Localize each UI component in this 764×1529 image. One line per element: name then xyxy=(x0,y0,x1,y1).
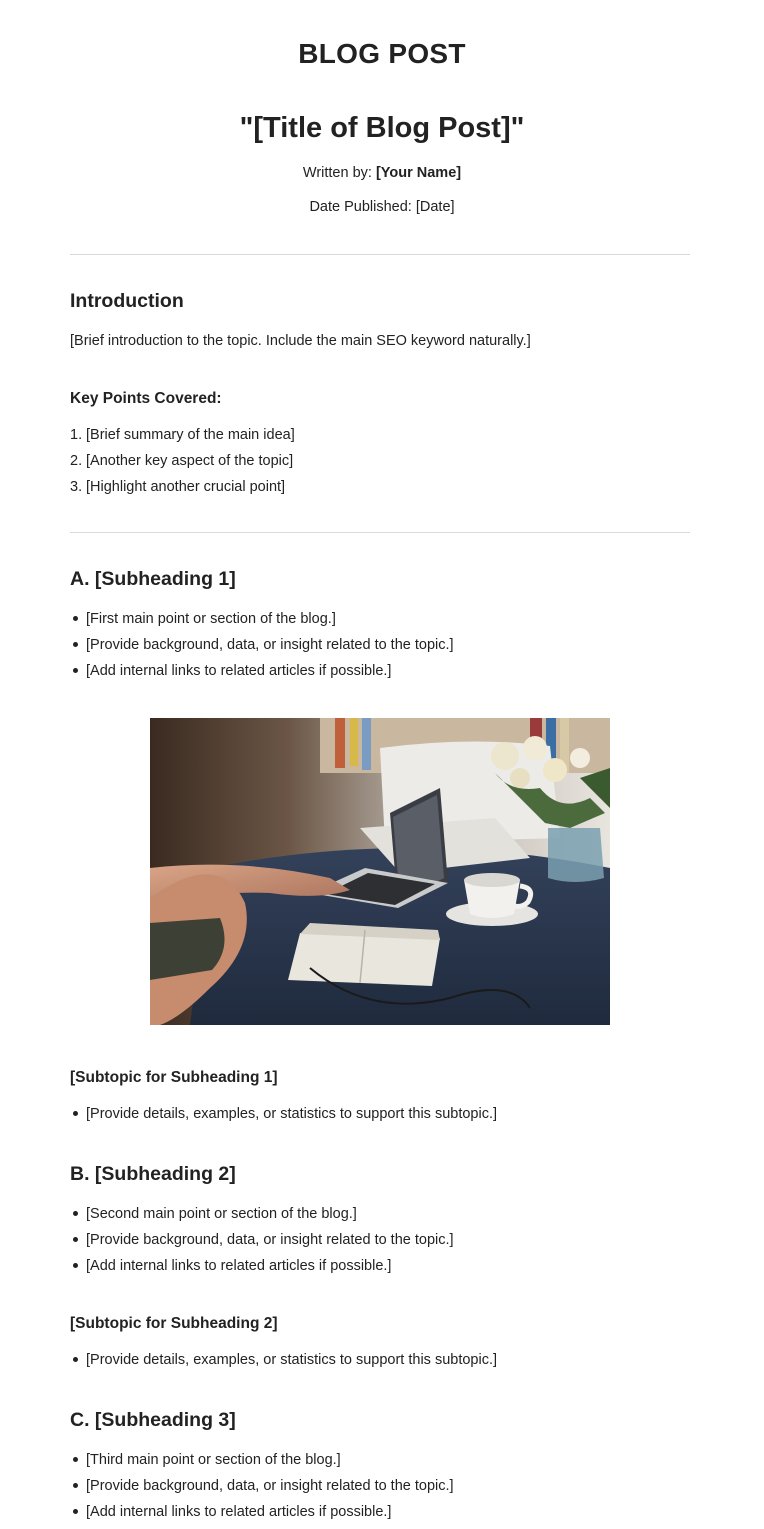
list-item: [Provide background, data, or insight related to the topic.] xyxy=(70,1477,690,1503)
list-item: [Third main point or section of the blog.] xyxy=(70,1451,690,1477)
byline xyxy=(0,165,764,181)
date-value: [Date] xyxy=(415,199,455,215)
subtopic-2-points xyxy=(70,1351,690,1377)
list-item: [Provide details, examples, or statistics to support this subtopic.] xyxy=(70,1351,690,1377)
list-item: 1. [Brief summary of the main idea] xyxy=(70,427,295,443)
introduction-text: [Brief introduction to the topic. Include the main SEO keyword naturally.] xyxy=(70,333,531,349)
bullet-icon xyxy=(73,1357,78,1362)
bullet-icon xyxy=(73,1237,78,1242)
list-item: [Provide background, data, or insight related to the topic.] xyxy=(70,636,690,662)
bullet-icon xyxy=(73,1509,78,1514)
key-points-list xyxy=(70,426,690,504)
list-item: [Add internal links to related articles if possible.] xyxy=(70,662,690,688)
section-b-points xyxy=(70,1205,690,1283)
author-name: [Your Name] xyxy=(375,165,462,181)
section-c-points xyxy=(70,1451,690,1529)
blog-photo xyxy=(150,718,610,1025)
subtopic-1-points xyxy=(70,1105,690,1131)
section-b-heading: B. [Subheading 2] xyxy=(70,1163,236,1185)
date-label: Date Published: xyxy=(309,199,412,215)
bullet-icon xyxy=(73,616,78,621)
list-item: [Provide background, data, or insight related to the topic.] xyxy=(70,1231,690,1257)
section-a-points xyxy=(70,610,690,688)
list-item: 3. [Highlight another crucial point] xyxy=(70,479,286,495)
section-a-heading: A. [Subheading 1] xyxy=(70,568,236,590)
list-item: [Add internal links to related articles if possible.] xyxy=(70,1257,690,1283)
list-item: 2. [Another key aspect of the topic] xyxy=(70,453,294,469)
post-title: "[Title of Blog Post]" xyxy=(239,112,525,144)
bullet-icon xyxy=(73,1263,78,1268)
bullet-icon xyxy=(73,668,78,673)
introduction-heading: Introduction xyxy=(70,290,184,312)
bullet-icon xyxy=(73,1457,78,1462)
bullet-icon xyxy=(73,1211,78,1216)
list-item: [Add internal links to related articles if possible.] xyxy=(70,1503,690,1529)
bullet-icon xyxy=(73,1111,78,1116)
section-c-heading: C. [Subheading 3] xyxy=(70,1409,236,1431)
document-label: BLOG POST xyxy=(298,38,466,69)
list-item: [First main point or section of the blog.] xyxy=(70,610,690,636)
divider xyxy=(70,532,690,533)
key-points-heading: Key Points Covered: xyxy=(70,390,222,407)
subtopic-1-heading: [Subtopic for Subheading 1] xyxy=(70,1069,278,1086)
divider xyxy=(70,254,690,255)
list-item: [Provide details, examples, or statistics to support this subtopic.] xyxy=(70,1105,690,1131)
written-by-label: Written by: xyxy=(302,165,372,181)
bullet-icon xyxy=(73,1483,78,1488)
date-published xyxy=(0,199,764,215)
subtopic-2-heading: [Subtopic for Subheading 2] xyxy=(70,1315,278,1332)
list-item: [Second main point or section of the blog.] xyxy=(70,1205,690,1231)
bullet-icon xyxy=(73,642,78,647)
